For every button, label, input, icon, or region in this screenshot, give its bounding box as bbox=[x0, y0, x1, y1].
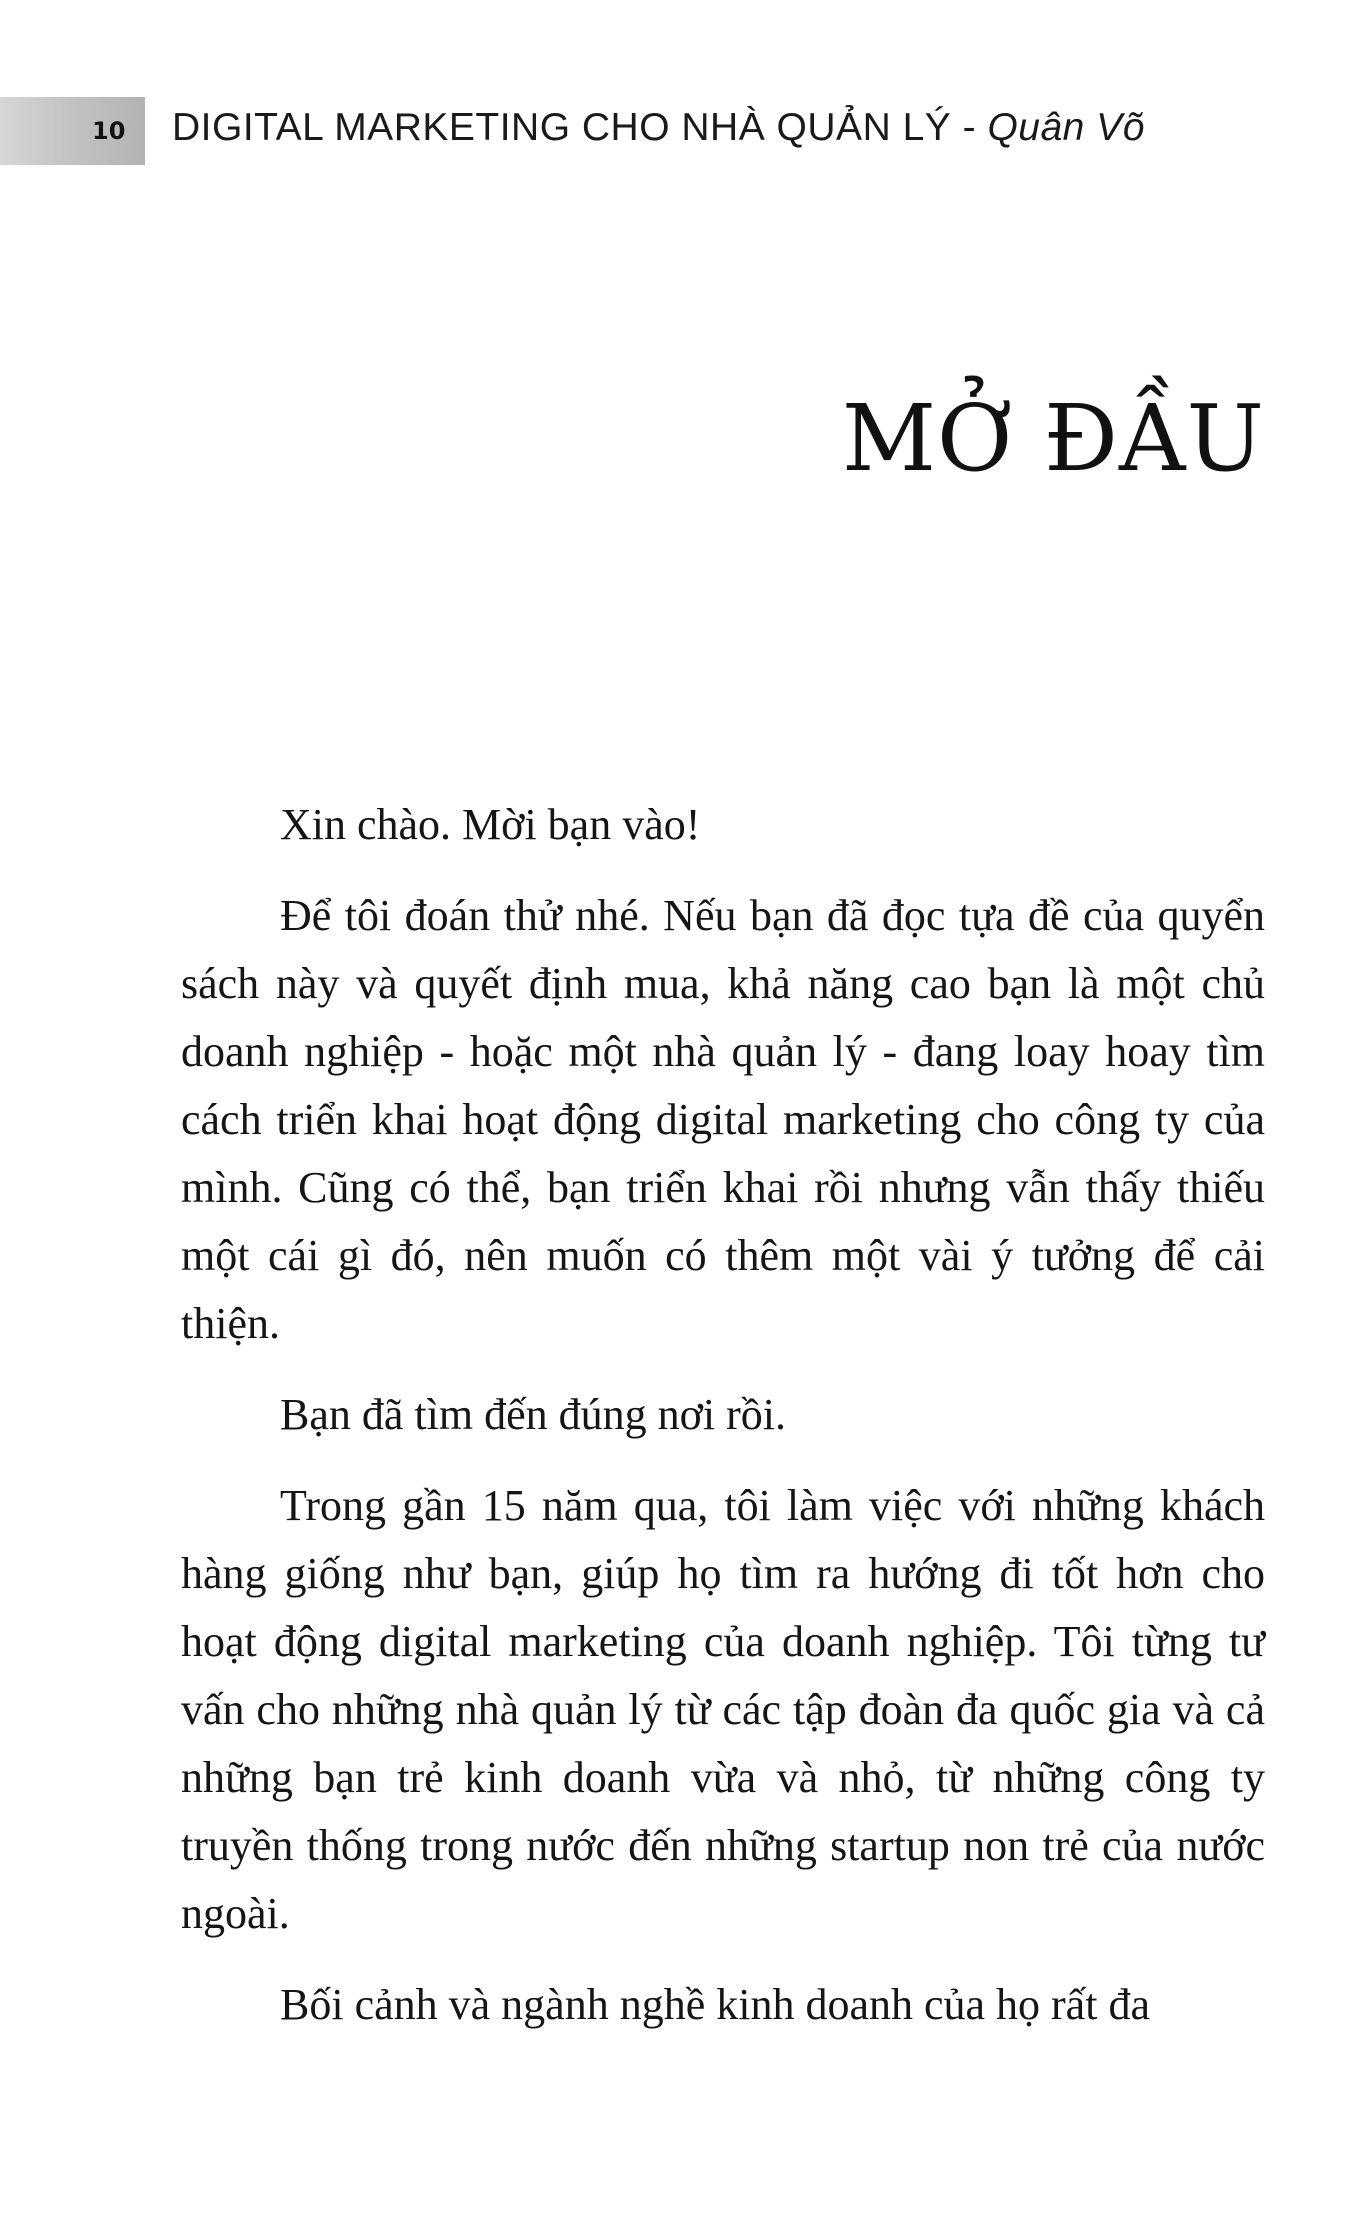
author-name: Quân Võ bbox=[987, 106, 1145, 149]
paragraph: Bạn đã tìm đến đúng nơi rồi. bbox=[280, 1390, 786, 1439]
paragraph: Bối cảnh và ngành nghề kinh doanh của họ rất đa bbox=[280, 1980, 1150, 2029]
chapter-title: MỞ ĐẦU bbox=[841, 385, 1265, 492]
page-number: 10 bbox=[92, 117, 126, 145]
paragraph: Trong gần 15 năm qua, tôi làm việc với những khách hàng giống như bạn, giúp họ tìm ra hướng đi tốt hơn cho hoạt động digital marketing của doanh nghiệp. Tôi từng tư vấn cho những nhà quản lý từ các tập đoàn đa quốc gia và cả những bạn trẻ kinh doanh vừa và nhỏ, từ những công ty truyền thống trong nước đến những startup non trẻ của nước ngoài. bbox=[181, 1481, 1265, 1938]
body-text bbox=[181, 791, 1265, 2062]
running-head bbox=[172, 106, 1145, 150]
book-title: DIGITAL MARKETING CHO NHÀ QUẢN LÝ - bbox=[172, 106, 988, 149]
paragraph: Để tôi đoán thử nhé. Nếu bạn đã đọc tựa đề của quyển sách này và quyết định mua, khả năng cao bạn là một chủ doanh nghiệp - hoặc một nhà quản lý - đang loay hoay tìm cách triển khai hoạt động digital marketing cho công ty của mình. Cũng có thể, bạn triển khai rồi nhưng vẫn thấy thiếu một cái gì đó, nên muốn có thêm một vài ý tưởng để cải thiện. bbox=[181, 891, 1265, 1348]
paragraph-greeting: Xin chào. Mời bạn vào! bbox=[280, 800, 701, 849]
